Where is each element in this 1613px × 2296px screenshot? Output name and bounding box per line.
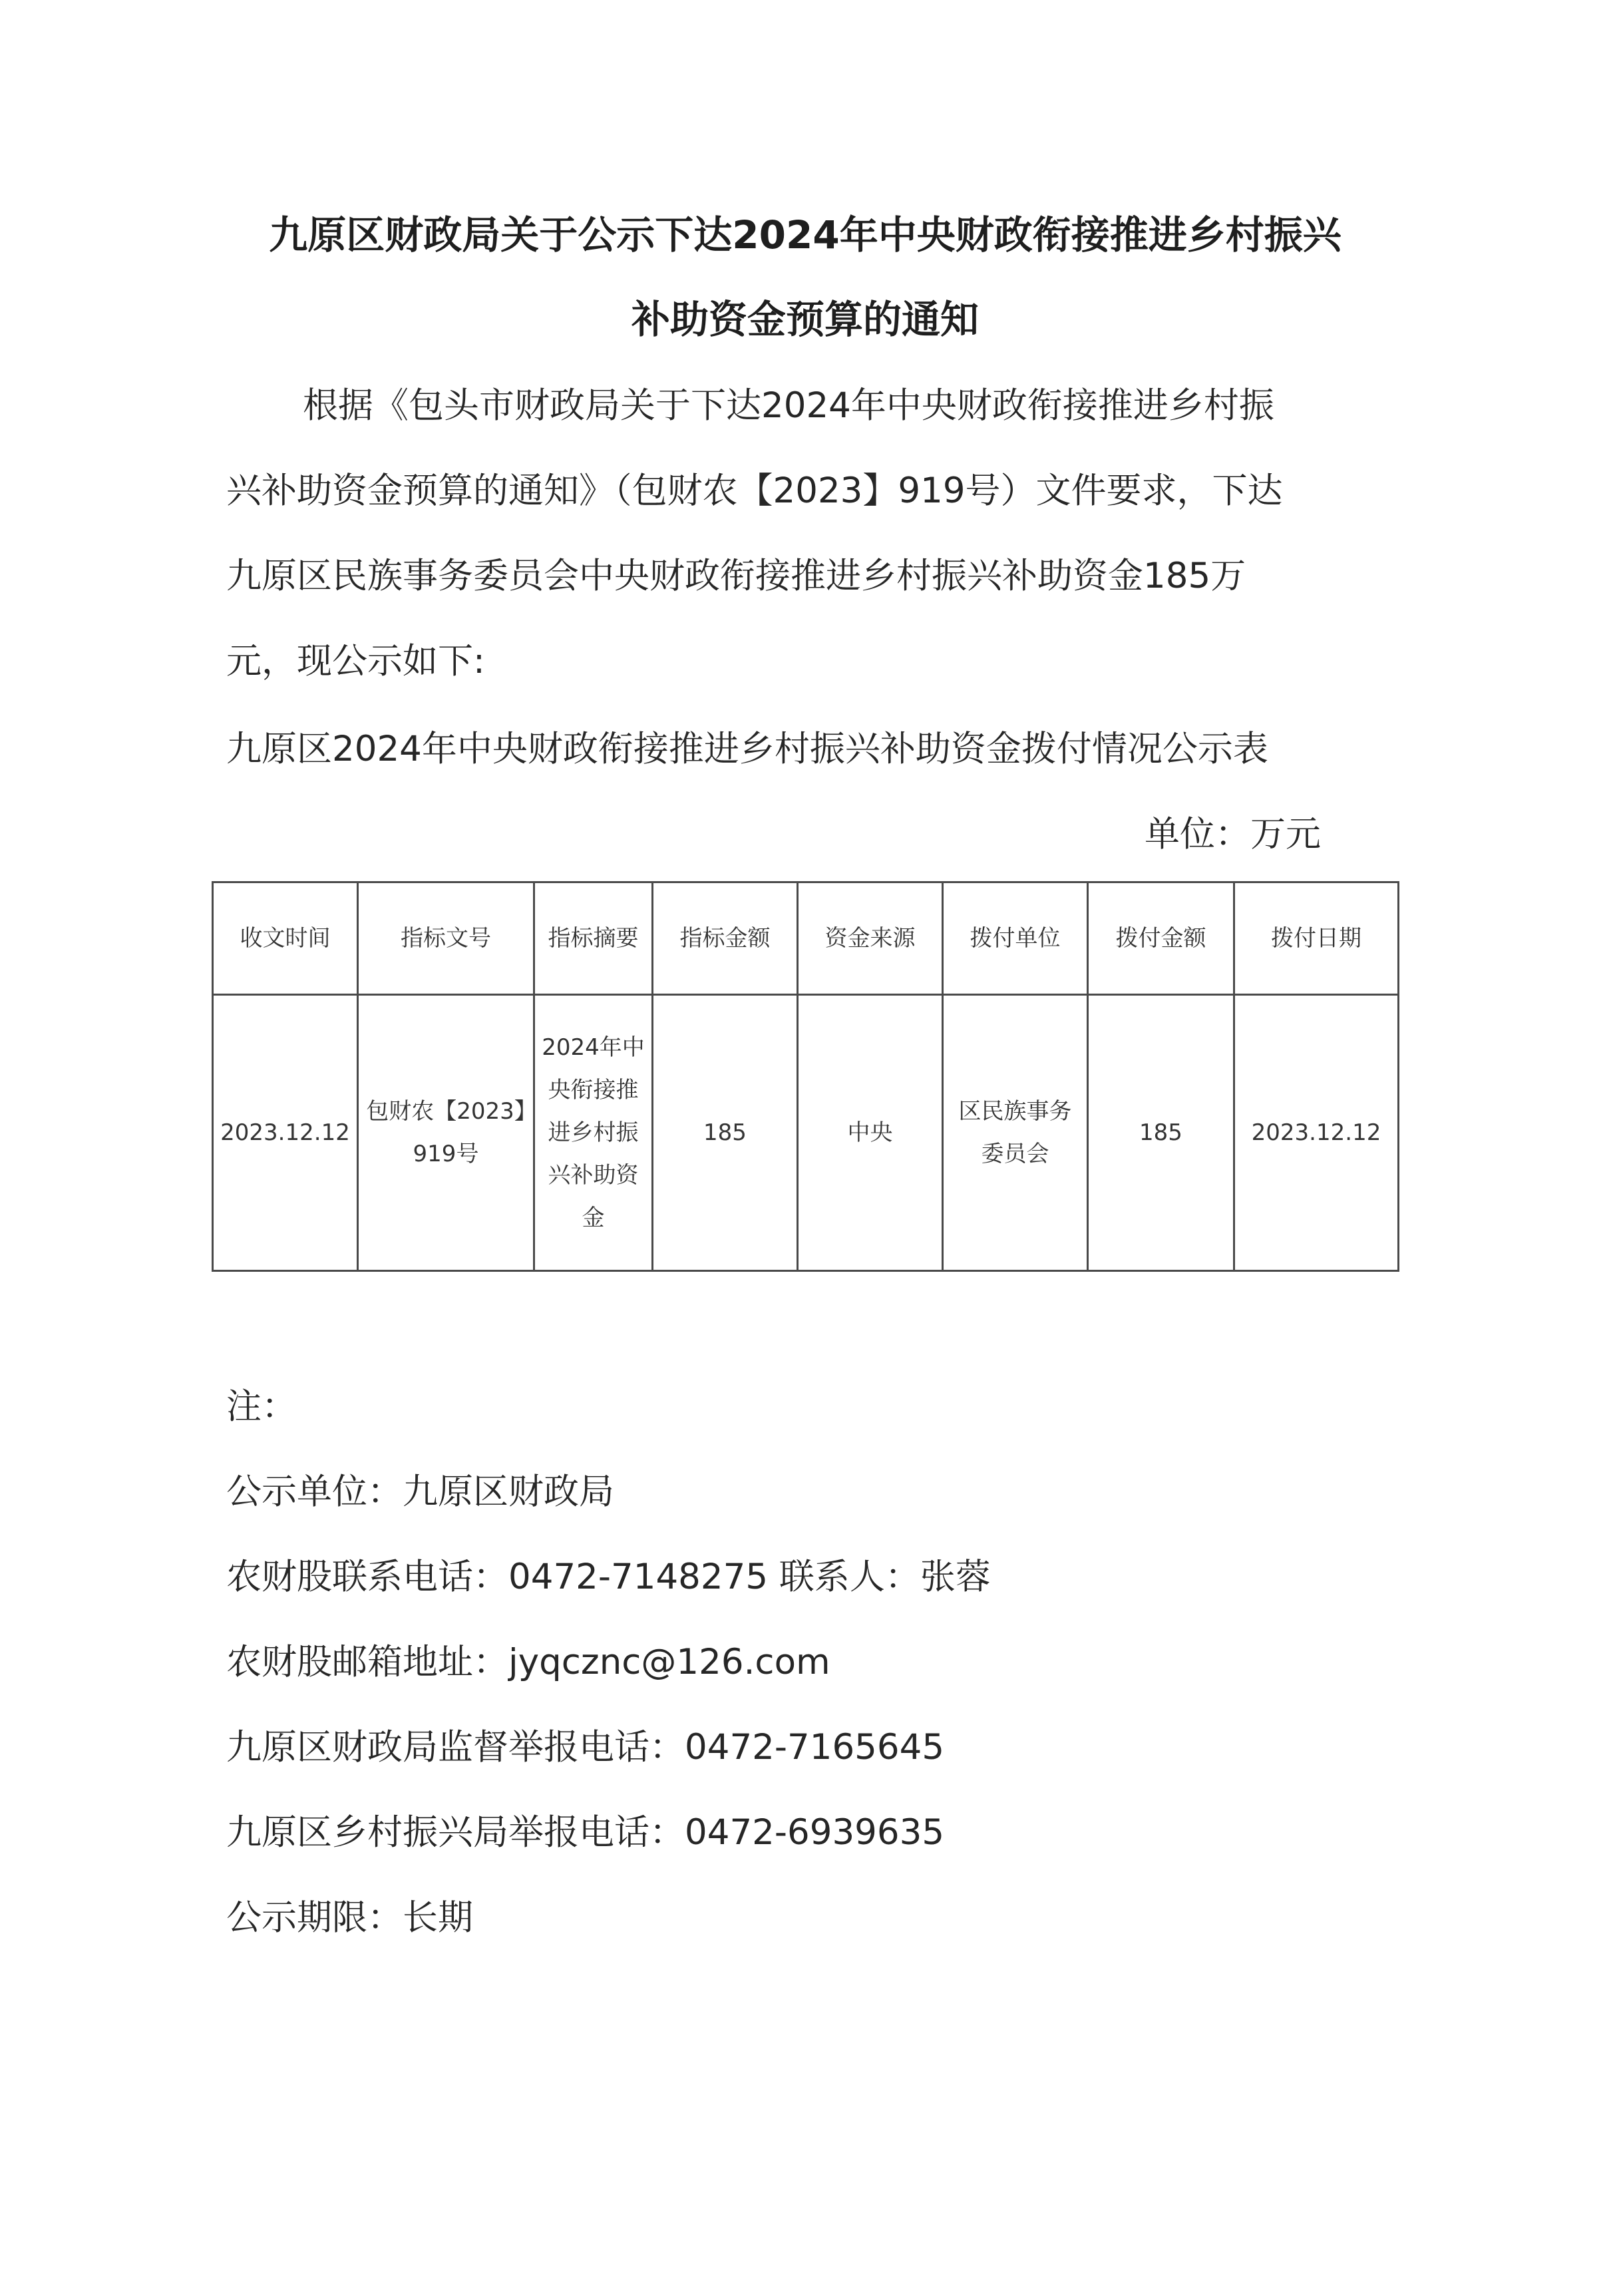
table-cell: 185: [1088, 995, 1234, 1271]
allocation-table: [212, 881, 1399, 1272]
table-header-cell: 指标文号: [358, 882, 534, 995]
document-title-line-2: 补助资金预算的通知: [631, 297, 979, 342]
table-cell: 中央: [798, 995, 943, 1271]
table-cell: 185: [653, 995, 798, 1271]
table-title: 九原区2024年中央财政衔接推进乡村振兴补助资金拨付情况公示表: [226, 729, 1268, 769]
table-cell: 区民族事务委员会: [943, 995, 1088, 1271]
body-paragraph-line-4: 元，现公示如下:: [226, 641, 485, 681]
table-cell: 包财农【2023】919号: [358, 995, 534, 1271]
note-period: 公示期限：长期: [226, 1897, 473, 1938]
note-contact: 农财股联系电话：0472-7148275 联系人：张蓉: [226, 1557, 991, 1597]
table-cell: 2023.12.12: [1234, 995, 1399, 1271]
table-row: [213, 995, 1399, 1271]
notes-heading: 注：: [226, 1386, 297, 1427]
body-paragraph-line-2: 兴补助资金预算的通知》（包财农【2023】919号）文件要求，下达: [226, 471, 1283, 511]
table-unit: 单位：万元: [1145, 814, 1321, 855]
note-publisher: 公示单位：九原区财政局: [226, 1471, 614, 1512]
document-title-line-1: 九原区财政局关于公示下达2024年中央财政衔接推进乡村振兴: [269, 212, 1342, 258]
table-cell: 2024年中央衔接推进乡村振兴补助资金: [534, 995, 653, 1271]
table-header-cell: 拨付单位: [943, 882, 1088, 995]
table-header-cell: 指标金额: [653, 882, 798, 995]
body-paragraph-line-1: 根据《包头市财政局关于下达2024年中央财政衔接推进乡村振: [303, 385, 1274, 426]
table-header-cell: 资金来源: [798, 882, 943, 995]
table-header-cell: 拨付金额: [1088, 882, 1234, 995]
table-cell: 2023.12.12: [213, 995, 358, 1271]
body-paragraph-line-3: 九原区民族事务委员会中央财政衔接推进乡村振兴补助资金185万: [226, 556, 1246, 596]
table-header-cell: 拨付日期: [1234, 882, 1399, 995]
note-rural-phone: 九原区乡村振兴局举报电话：0472-6939635: [226, 1812, 945, 1853]
table-header-row: [213, 882, 1399, 995]
note-supervision-phone: 九原区财政局监督举报电话：0472-7165645: [226, 1727, 945, 1768]
note-email: 农财股邮箱地址：jyqcznc@126.com: [226, 1642, 830, 1682]
table-header-cell: 指标摘要: [534, 882, 653, 995]
table-header-cell: 收文时间: [213, 882, 358, 995]
